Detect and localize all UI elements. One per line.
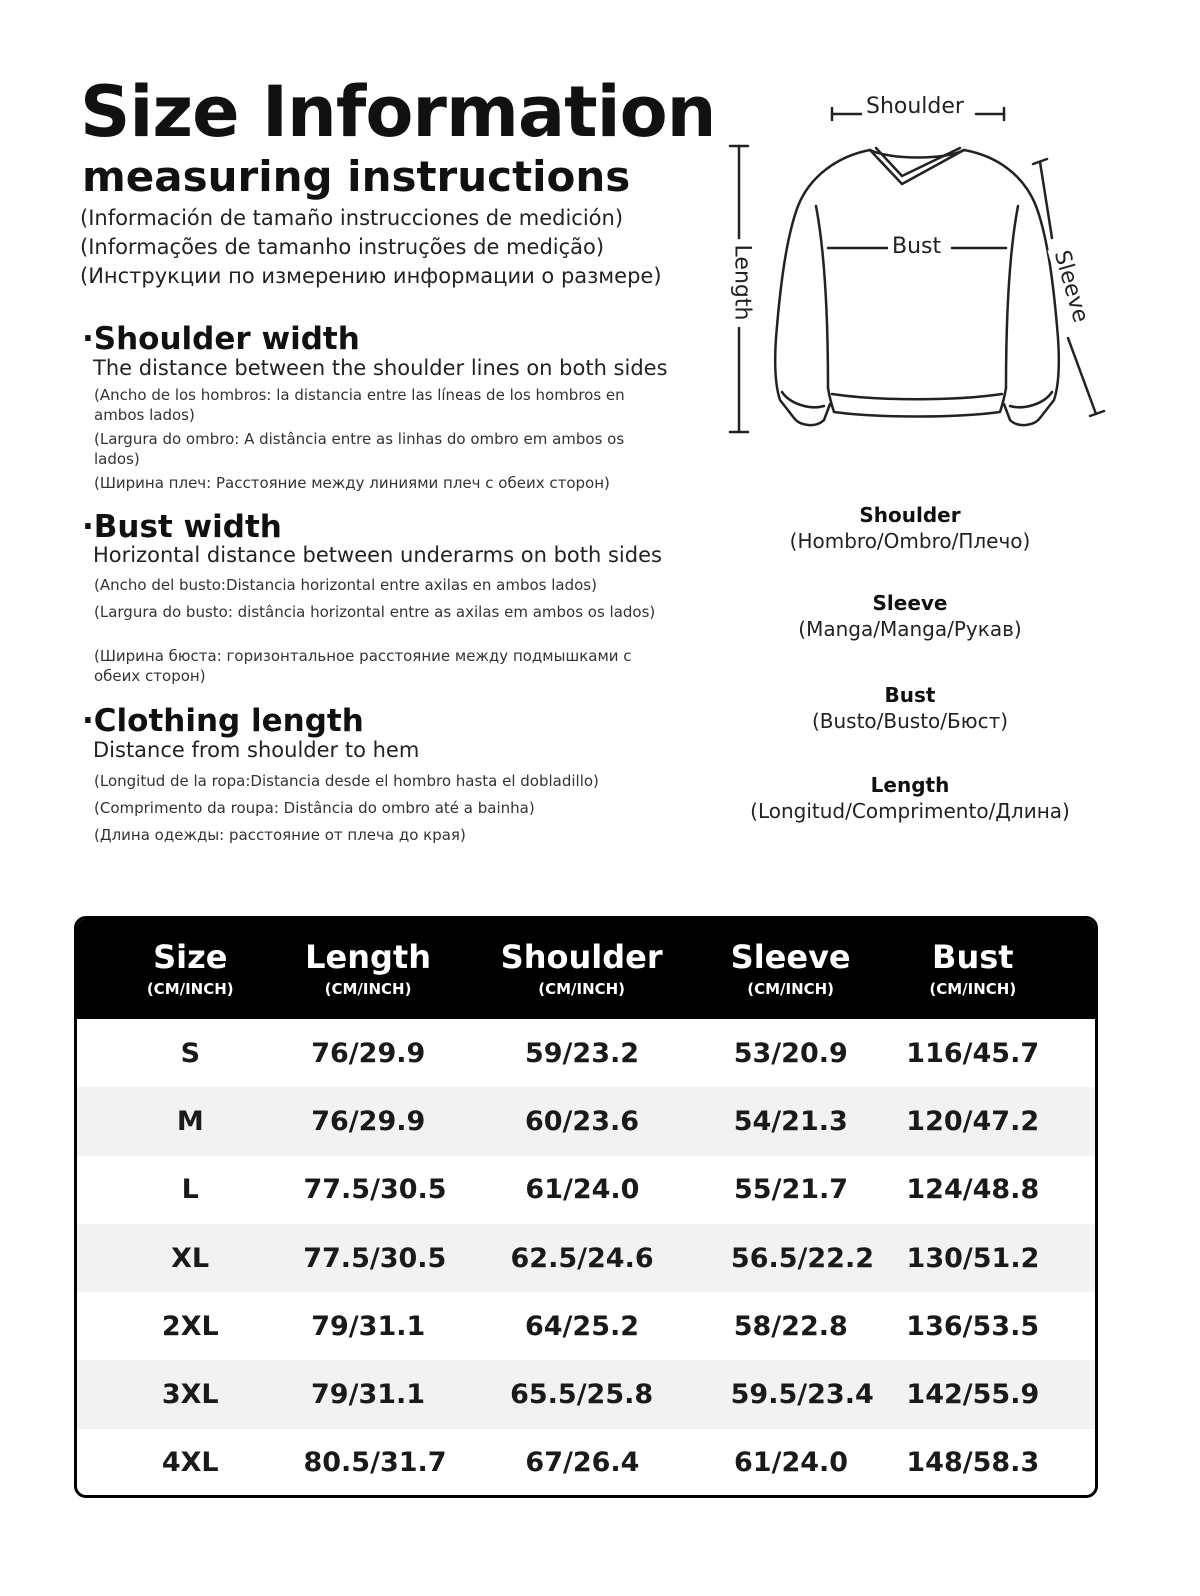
- column-unit: (CM/INCH): [929, 980, 1017, 999]
- cell-sleeve: 56.5/22.2: [730, 1242, 875, 1274]
- legend-bust-translation: (Busto/Busto/Бюст): [811, 709, 1009, 733]
- cell-bust: 124/48.8: [906, 1174, 1040, 1206]
- column-unit: (CM/INCH): [538, 980, 626, 999]
- column-label: Bust: [932, 938, 1014, 977]
- cell-shoulder: 67/26.4: [525, 1447, 640, 1479]
- table-row: [77, 1429, 1095, 1497]
- cell-sleeve: 55/21.7: [734, 1174, 849, 1206]
- column-unit: (CM/INCH): [146, 980, 234, 999]
- cell-size: XL: [171, 1242, 210, 1274]
- cell-sleeve: 58/22.8: [733, 1310, 848, 1342]
- table-row: [77, 1224, 1095, 1292]
- page-title: Size Information: [80, 71, 716, 153]
- size-table: [74, 916, 1098, 1498]
- legend-shoulder-name: Shoulder: [859, 503, 961, 527]
- column-header-bust: [851, 919, 1095, 1019]
- legend-sleeve: [730, 590, 1090, 642]
- table-header: [77, 919, 1095, 1019]
- cell-bust: 142/55.9: [906, 1379, 1040, 1411]
- diagram-label-bust: Bust: [888, 234, 945, 259]
- legend-shoulder: [730, 502, 1090, 554]
- section-note-shoulder-es: (Ancho de los hombros: la distancia entre las líneas de los hombros en ambos lados): [94, 386, 625, 424]
- legend-sleeve-name: Sleeve: [872, 591, 948, 615]
- column-header-length: [303, 919, 432, 1019]
- legend-length-name: Length: [870, 773, 950, 797]
- legend-length: [730, 772, 1090, 824]
- cell-sleeve: 61/24.0: [734, 1447, 849, 1479]
- section-note-shoulder-ru: (Ширина плеч: Расстояние между линиями плеч с обеих сторон): [94, 474, 610, 492]
- page-subtitle: measuring instructions: [82, 152, 631, 201]
- cell-length: 79/31.1: [311, 1310, 426, 1342]
- legend-length-translation: (Longitud/Comprimento/Длина): [750, 799, 1070, 823]
- diagram-label-sleeve: Sleeve: [1048, 244, 1095, 329]
- cell-shoulder: 60/23.6: [524, 1105, 640, 1137]
- table-row: [77, 1087, 1095, 1155]
- section-description-shoulder: The distance between the shoulder lines on both sides: [93, 356, 668, 380]
- legend-bust: [730, 682, 1090, 734]
- cell-sleeve: 54/21.3: [733, 1105, 848, 1137]
- cell-bust: 120/47.2: [906, 1105, 1040, 1137]
- section-note-bust-pt: (Largura do busto: distância horizontal entre as axilas em ambos os lados): [94, 603, 656, 621]
- subtitle-translation-pt: (Informações de tamanho instruções de medição): [80, 235, 605, 259]
- measurement-diagram: [720, 88, 1120, 448]
- cell-size: 4XL: [161, 1447, 219, 1479]
- cell-sleeve: 53/20.9: [733, 1037, 848, 1069]
- section-note-length-pt: (Comprimento da roupa: Distância do ombro até a bainha): [94, 799, 535, 817]
- column-header-sleeve: [731, 919, 851, 1019]
- section-note-length-ru: (Длина одежды: расстояние от плеча до края): [94, 826, 466, 844]
- section-note-bust-es: (Ancho del busto:Distancia horizontal entre axilas en ambos lados): [94, 576, 597, 594]
- cell-size: 3XL: [161, 1379, 219, 1411]
- diagram-label-shoulder: Shoulder: [862, 94, 968, 119]
- subtitle-translation-ru: (Инструкции по измерению информации о размере): [80, 264, 662, 288]
- table-row: [77, 1292, 1095, 1360]
- table-row: [77, 1156, 1095, 1224]
- diagram-label-length: Length: [729, 241, 754, 325]
- cell-bust: 148/58.3: [906, 1447, 1040, 1479]
- cell-shoulder: 65.5/25.8: [510, 1379, 654, 1411]
- column-header-size: [77, 919, 303, 1019]
- section-heading-bust: ·Bust width: [82, 509, 282, 545]
- section-heading-length: ·Clothing length: [82, 703, 364, 739]
- section-note-shoulder-pt: (Largura do ombro: A distância entre as linhas do ombro em ambos os lados): [94, 430, 625, 468]
- section-description-length: Distance from shoulder to hem: [93, 738, 420, 762]
- section-note-bust-ru: (Ширина бюста: горизонтальное расстояние между подмышками с обеих сторон): [94, 647, 632, 685]
- column-header-shoulder: [433, 919, 731, 1019]
- cell-shoulder: 59/23.2: [524, 1037, 640, 1069]
- cell-size: M: [176, 1105, 204, 1137]
- cell-size: S: [180, 1037, 201, 1069]
- cell-bust: 136/53.5: [906, 1310, 1040, 1342]
- legend-shoulder-translation: (Hombro/Ombro/Плечо): [789, 529, 1031, 553]
- cell-length: 79/31.1: [311, 1379, 426, 1411]
- column-label: Size: [153, 938, 228, 977]
- cell-shoulder: 62.5/24.6: [510, 1242, 654, 1274]
- cell-shoulder: 64/25.2: [524, 1310, 640, 1342]
- cell-length: 80.5/31.7: [303, 1447, 447, 1479]
- table-row: [77, 1019, 1095, 1087]
- cell-length: 76/29.9: [311, 1037, 426, 1069]
- table-row: [77, 1360, 1095, 1428]
- cell-length: 77.5/30.5: [303, 1242, 447, 1274]
- column-unit: (CM/INCH): [747, 980, 835, 999]
- column-label: Shoulder: [500, 938, 663, 977]
- section-heading-shoulder: ·Shoulder width: [82, 321, 360, 357]
- cell-length: 76/29.9: [311, 1105, 426, 1137]
- cell-length: 77.5/30.5: [303, 1174, 447, 1206]
- column-unit: (CM/INCH): [324, 980, 412, 999]
- legend-bust-name: Bust: [884, 683, 936, 707]
- cell-sleeve: 59.5/23.4: [730, 1379, 874, 1411]
- subtitle-translation-es: (Información de tamaño instrucciones de medición): [80, 206, 624, 230]
- column-label: Sleeve: [730, 938, 851, 977]
- cell-size: 2XL: [161, 1310, 219, 1342]
- cell-shoulder: 61/24.0: [525, 1174, 640, 1206]
- cell-bust: 116/45.7: [906, 1037, 1040, 1069]
- legend-sleeve-translation: (Manga/Manga/Рукав): [798, 617, 1022, 641]
- section-note-length-es: (Longitud de la ropa:Distancia desde el hombro hasta el dobladillo): [94, 772, 599, 790]
- cell-bust: 130/51.2: [906, 1242, 1040, 1274]
- section-description-bust: Horizontal distance between underarms on both sides: [93, 543, 662, 567]
- cell-size: L: [181, 1174, 199, 1206]
- column-label: Length: [305, 938, 431, 977]
